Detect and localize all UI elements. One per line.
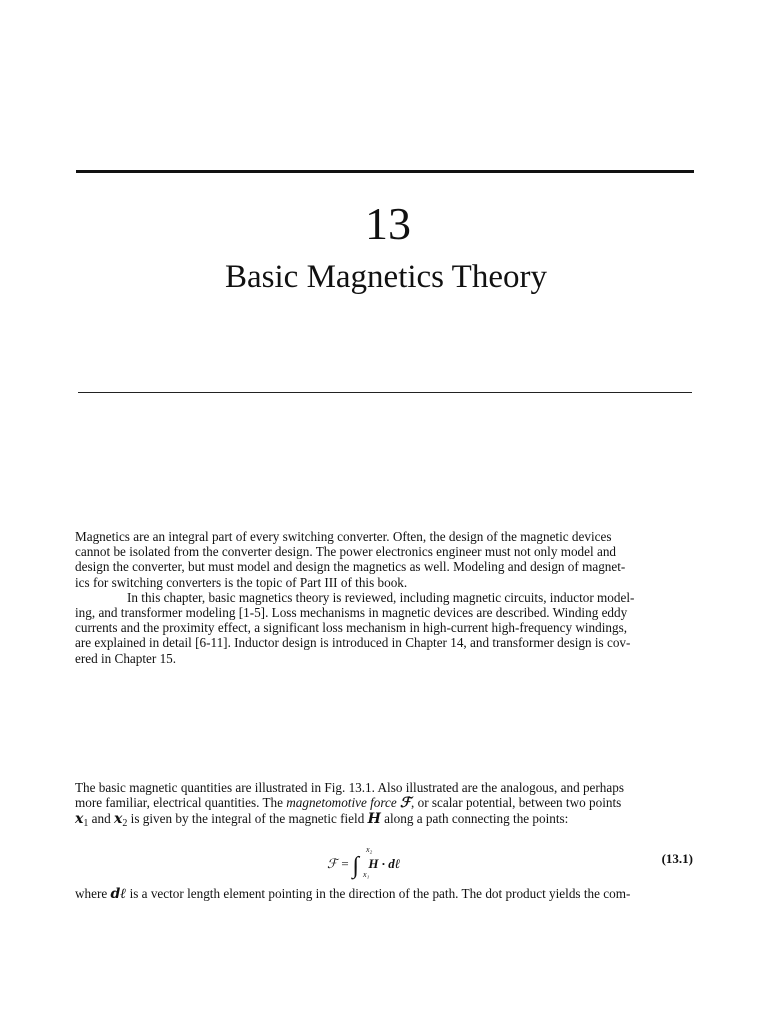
intro-line: Magnetics are an integral part of every switching converter. Often, the design of the magnetic devices (75, 529, 612, 544)
divider-rule (78, 392, 692, 393)
intro-line: ing, and transformer modeling [1-5]. Loss mechanisms in magnetic devices are described. Winding eddy (75, 605, 628, 621)
intro-line: In this chapter, basic magnetics theory is reviewed, including magnetic circuits, inductor model- (127, 589, 635, 605)
equation-number: (13.1) (661, 851, 693, 866)
intro-line: ics for switching converters is the topic of Part III of this book. (75, 574, 408, 590)
text-span: more familiar, electrical quantities. The (75, 795, 287, 811)
top-rule (76, 170, 694, 173)
integral-sign: ∫ (352, 853, 360, 879)
subscript: 1 (83, 818, 89, 830)
symbol-h: H (367, 811, 381, 828)
after-equation-text (75, 886, 693, 902)
intro-line: design the converter, but must model and design the magnetics as well. Modeling and design of magnet- (75, 559, 626, 575)
intro-text (75, 529, 693, 666)
equation-lhs: ℱ = (327, 856, 350, 871)
integral-lower-limit: x₁ (363, 870, 370, 879)
intro-line: ered in Chapter 15. (75, 650, 177, 666)
section-line: The basic magnetic quantities are illustrated in Fig. 13.1. Also illustrated are the analogous, and perhaps (75, 780, 624, 795)
symbol-mmf: ℱ (400, 795, 412, 812)
section-line (75, 795, 693, 811)
text-span: where (75, 886, 111, 901)
integrand: H · dℓ (368, 856, 401, 871)
text-span: is a vector length element pointing in the direction of the path. The dot product yields the com- (126, 886, 631, 901)
intro-line: cannot be isolated from the converter design. The power electronics engineer must not only model and (75, 544, 617, 560)
term-magnetomotive-force: magnetomotive force (286, 795, 397, 811)
intro-line: currents and the proximity effect, a significant loss mechanism in high-current high-frequency windings, (75, 620, 628, 636)
text-line (75, 886, 693, 902)
section-text (75, 780, 693, 829)
symbol-x1: x (75, 811, 84, 828)
text-span: and (88, 811, 114, 827)
equation-13-1 (75, 842, 693, 879)
chapter-number: 13 (365, 198, 411, 249)
text-span: , or scalar potential, between two points (411, 795, 622, 811)
section-line (75, 811, 693, 828)
equation-body (327, 845, 401, 879)
text-span: along a path connecting the points: (380, 811, 569, 827)
intro-line: are explained in detail [6-11]. Inductor design is introduced in Chapter 14, and transformer design is cov- (75, 635, 631, 651)
symbol-x2: x (114, 811, 123, 828)
subscript: 2 (122, 818, 128, 830)
text-span: is given by the integral of the magnetic field (127, 811, 368, 827)
integral-upper-limit: x₂ (366, 845, 373, 854)
chapter-title: Basic Magnetics Theory (225, 259, 547, 295)
symbol-dl: dℓ (110, 886, 127, 902)
